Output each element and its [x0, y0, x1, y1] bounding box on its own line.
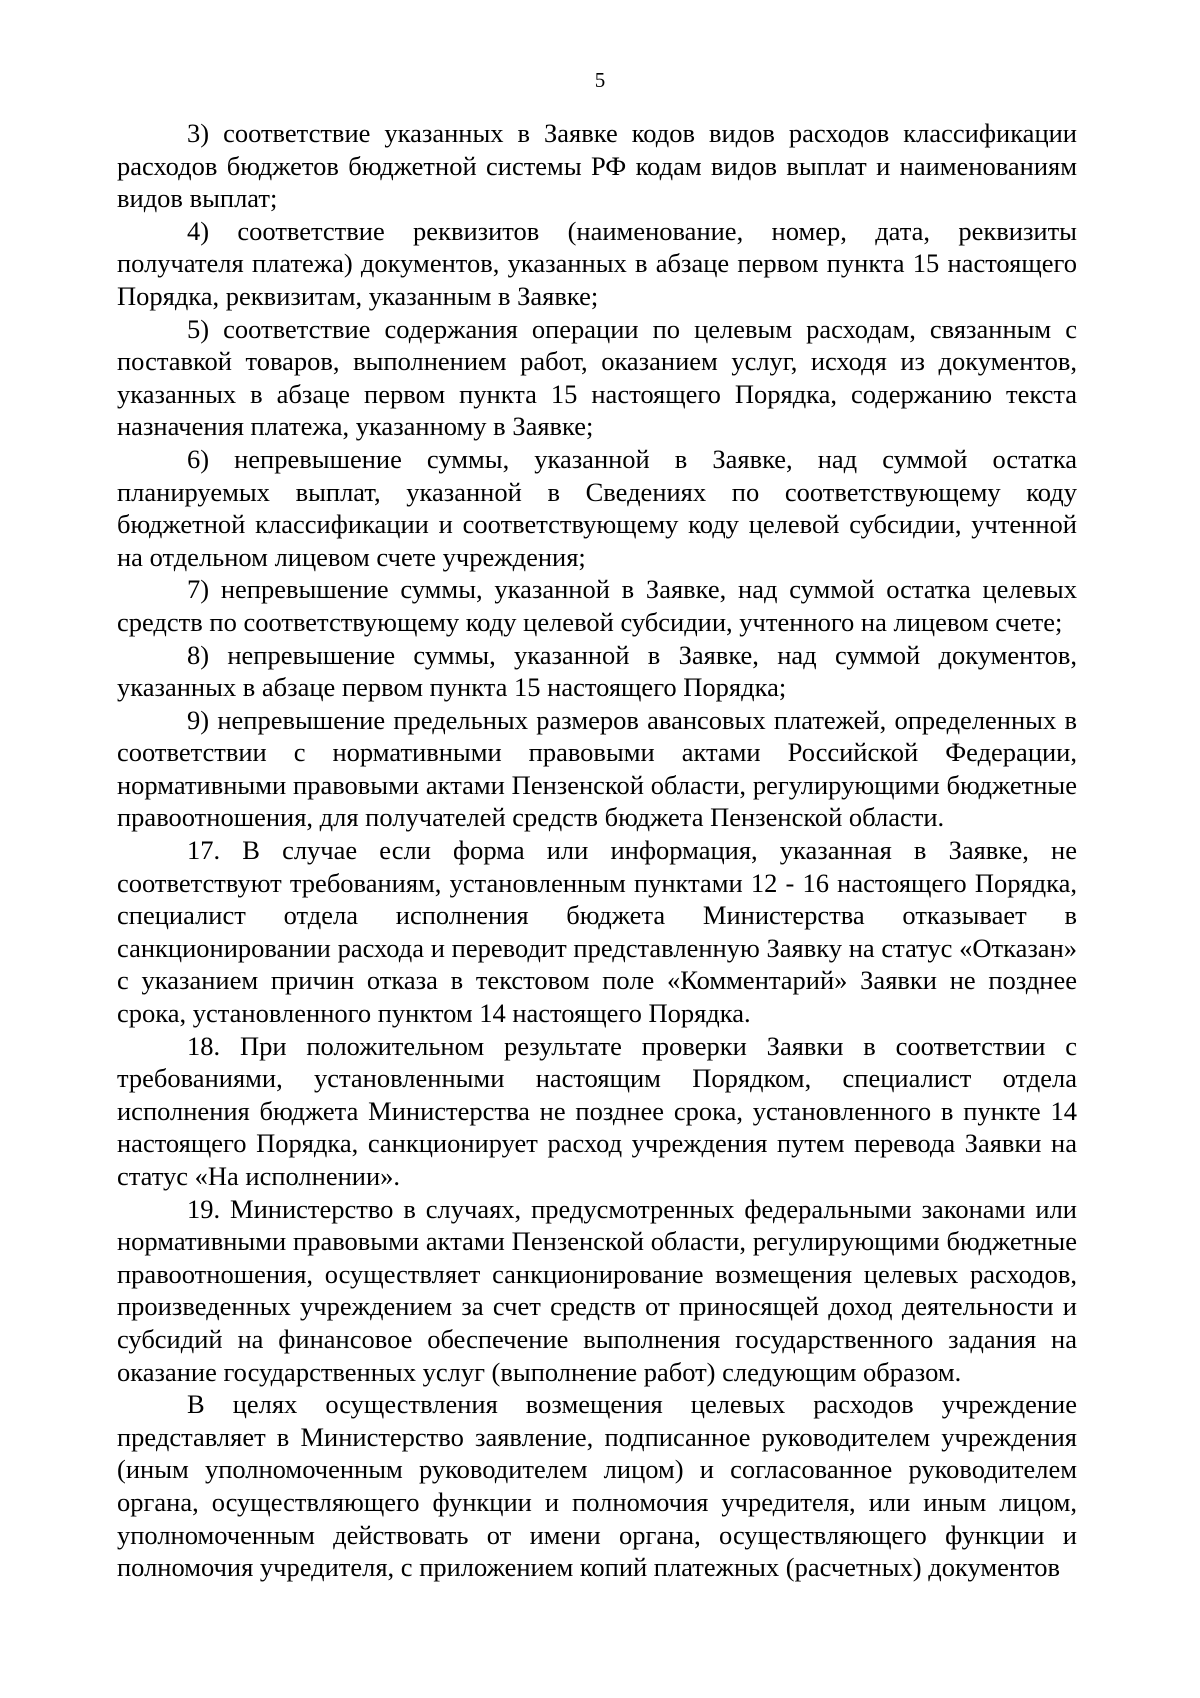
paragraph-item-3: 3) соответствие указанных в Заявке кодов видов расходов классификации расходов бюджетов бюджетной системы РФ кодам видов выплат и наименованиям видов выплат; [117, 118, 1077, 214]
paragraph-item-7: 7) непревышение суммы, указанной в Заявке, над суммой остатка целевых средств по соответствующему коду целевой субсидии, учтенного на лицевом счете; [117, 574, 1077, 637]
paragraph-clause-19: 19. Министерство в случаях, предусмотренных федеральными законами или нормативными правовыми актами Пензенской области, регулирующими бюджетные правоотношения, осуществляет санкционирование возмещения целевых расходов, произведенных учреждением за счет средств от приносящей доход деятельности и субсидий на финансовое обеспечение выполнения государственного задания на оказание государственных услуг (выполнение работ) следующим образом. [117, 1193, 1077, 1387]
paragraph-clause-18: 18. При положительном результате проверки Заявки в соответствии с требованиями, установленными настоящим Порядком, специалист отдела исполнения бюджета Министерства не позднее срока, установленного в пункте 14 настоящего Порядка, санкционирует расход учреждения путем перевода Заявки на статус «На исполнении». [117, 1030, 1077, 1191]
paragraph-item-4: 4) соответствие реквизитов (наименование, номер, дата, реквизиты получателя платежа) документов, указанных в абзаце первом пункта 15 настоящего Порядка, реквизитам, указанным в Заявке; [117, 215, 1077, 311]
paragraph-item-8: 8) непревышение суммы, указанной в Заявке, над суммой документов, указанных в абзаце первом пункта 15 настоящего Порядка; [117, 639, 1077, 703]
document-body [117, 117, 1077, 1584]
paragraph-item-6: 6) непревышение суммы, указанной в Заявке, над суммой остатка планируемых выплат, указанной в Сведениях по соответствующему коду бюджетной классификации и соответствующему коду целевой субсидии, учтенной на отдельном лицевом счете учреждения; [117, 443, 1077, 572]
paragraph-item-5: 5) соответствие содержания операции по целевым расходам, связанным с поставкой товаров, выполнением работ, оказанием услуг, исходя из документов, указанных в абзаце первом пункта 15 настоящего Порядка, содержанию текста назначения платежа, указанному в Заявке; [117, 313, 1077, 442]
paragraph-clause-17: 17. В случае если форма или информация, указанная в Заявке, не соответствуют требованиям, установленным пунктами 12 - 16 настоящего Порядка, специалист отдела исполнения бюджета Министерства отказывает в санкционировании расхода и переводит представленную Заявку на статус «Отказан» с указанием причин отказа в текстовом поле «Комментарий» Заявки не позднее срока, установленного пунктом 14 настоящего Порядка. [117, 835, 1077, 1029]
page-number: 5 [594, 68, 606, 92]
paragraph-item-9: 9) непревышение предельных размеров авансовых платежей, определенных в соответствии с нормативными правовыми актами Российской Федерации, нормативными правовыми актами Пензенской области, регулирующими бюджетные правоотношения, для получателей средств бюджета Пензенской области. [117, 704, 1077, 833]
paragraph-reimbursement-procedure: В целях осуществления возмещения целевых расходов учреждение представляет в Министерство заявление, подписанное руководителем учреждения (иным уполномоченным руководителем лицом) и согласованное руководителем органа, осуществляющего функции и полномочия учредителя, или иным лицом, уполномоченным действовать от имени органа, осуществляющего функции и полномочия учредителя, с приложением копий платежных (расчетных) документов [117, 1389, 1077, 1583]
